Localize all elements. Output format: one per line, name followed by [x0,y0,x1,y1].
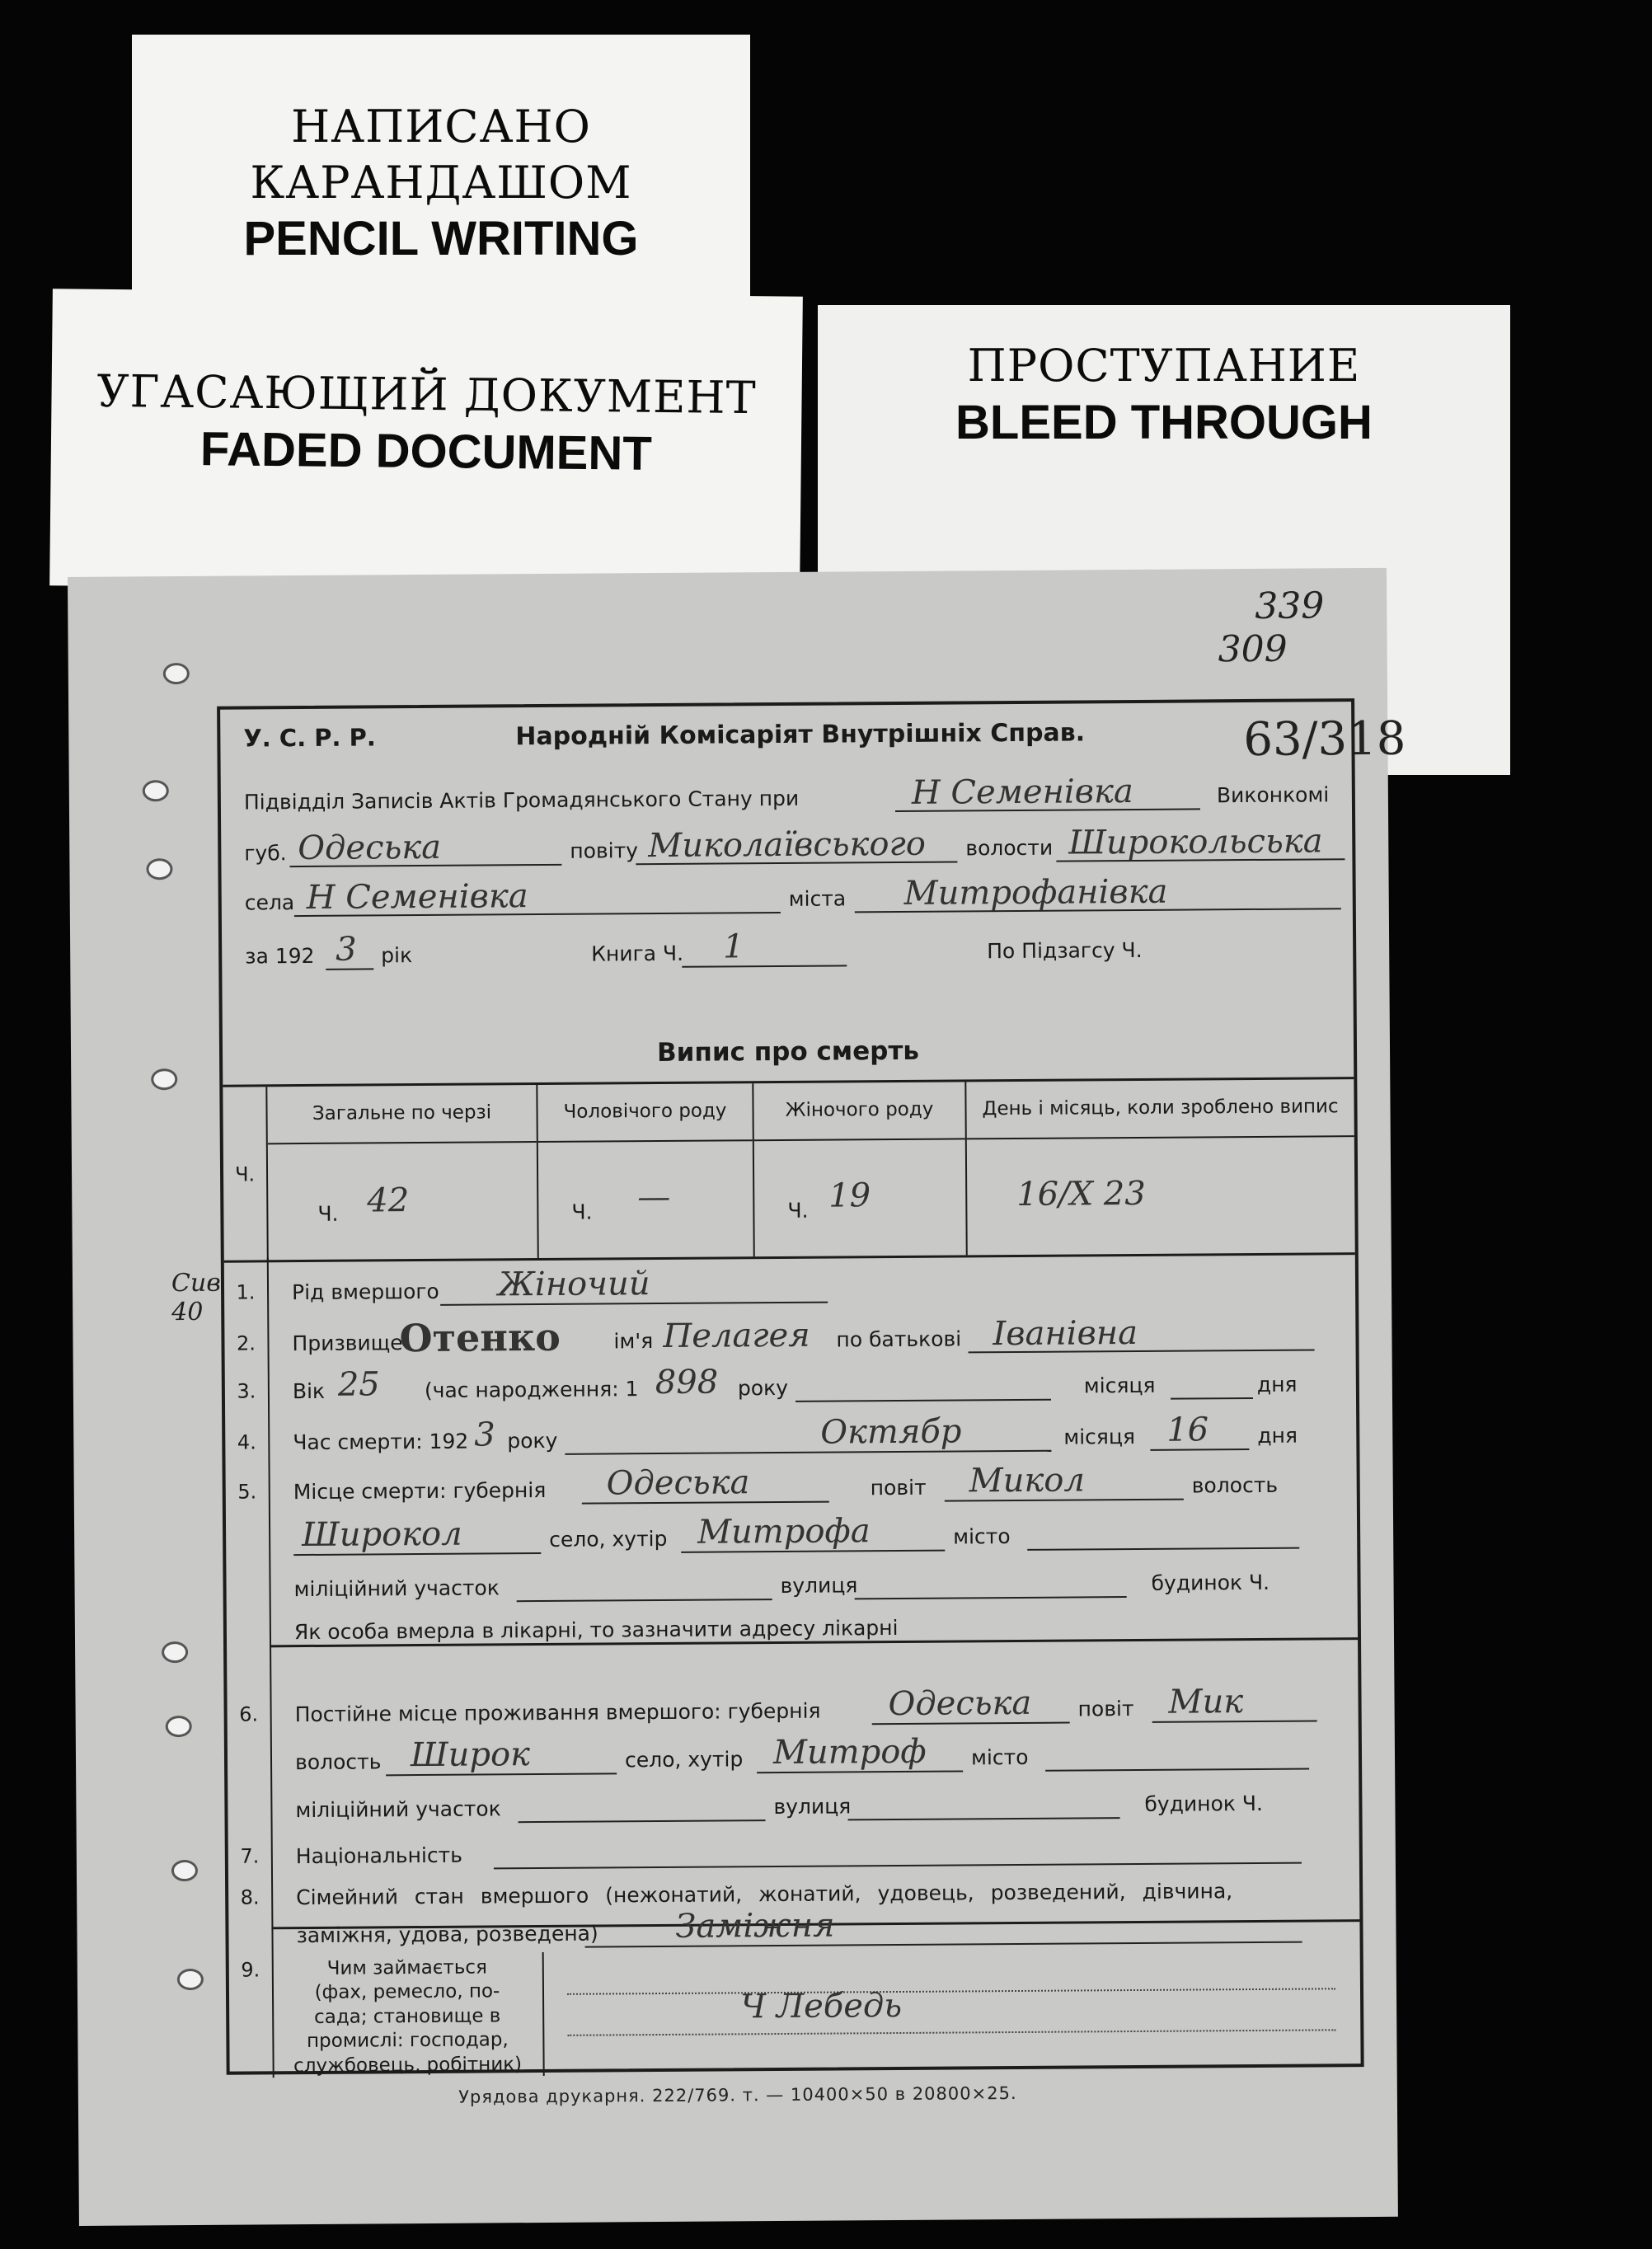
gub-label: губ. [244,841,287,866]
col-male: Чоловічого роду Ч. — [536,1083,753,1258]
handwritten-year: 3 [336,930,357,969]
handwritten-death-day: 16 [1166,1411,1209,1449]
card-text-en: BLEED THROUGH [955,395,1373,449]
card-text-ru: НАПИСАНО [291,101,591,153]
commissariat-label: Народній Комісаріят Внутрішніх Справ. [515,718,1086,752]
handwritten-name: Пелагея [663,1316,810,1355]
handwritten-gub: Одеська [298,828,442,868]
label-card-pencil-writing [132,35,750,331]
handwritten-birth-year: 898 [655,1363,719,1402]
handwritten-book: 1 [722,927,744,966]
form-title: Випис про смерть [656,1035,920,1068]
col-date: День і місяць, коли зроблено випис 16/X 23 [964,1079,1354,1255]
handwritten-female: 19 [828,1176,871,1215]
subdept-label: Підвідділ Записів Актів Громадянського Стану при [243,786,800,815]
punch-hole [164,1644,185,1660]
handwritten-death-month: Октябр [820,1412,962,1452]
selo-label: села [244,890,295,915]
card-text-en: PENCIL WRITING [243,212,639,265]
subsect-label: По Підзагсу Ч. [987,937,1143,964]
label-card-faded-document [49,289,803,594]
handwritten-male: — [637,1177,671,1217]
handwritten-signature: Ч Лебедь [739,1986,903,2026]
year-label: за 192 [245,943,315,969]
death-certificate-sheet [68,568,1406,2226]
margin-pencil-note: Сив 40 [171,1268,221,1327]
punch-hole [166,665,187,682]
handwritten-residence-povit: Мик [1168,1683,1244,1721]
handwritten-marital-status: Заміжня [675,1906,835,1946]
povit-label: повіту [570,838,639,863]
handwritten-volost: Широкольська [1068,822,1323,862]
handwritten-povit: Миколаївського [648,824,926,866]
record-details: 1. Рід вмершого Жіночий 2. Призвище Отенко ім'я Пелагея по батькові Іванівна 3. Вік 25 (час народження: 1 898 року місяця дня 4. Час смерти: 192 3 року Октябр місяця 16 дня 5. Місце смерти: губернія Одеська повіт Микол волость Широкол село, хутір Митрофа місто міліційний участок вулиця будинок Ч. Як особа вмерла в лікарні, то зазначити адресу лікарні 6. Постійне місце проживання вмершого: губернія Одеська повіт Мик волость Широк село, хутір Митроф місто міліційний участок вулиця будинок Ч. 7. Національність 8. Сімейний стан вмершого (нежонатий, жонатий, удовець, розведений, дівчина, заміжня, удова, розведена) Заміжня 9. Чим займається (фах, ремесло, по- сада; становище в промислі: господар, службовець, робітник) Ч Лебедь [224,1250,1361,2078]
handwritten-general: 42 [367,1181,410,1220]
card-text-ru: КАРАНДАШОМ [250,156,632,209]
pencil-number: 339 [1255,585,1325,627]
handwritten-death-gub: Одеська [606,1463,750,1503]
handwritten-residence-gub: Одеська [888,1683,1032,1724]
year-suffix: рік [381,943,413,968]
table-num-header: Ч. [234,1162,256,1186]
punch-hole [180,1971,201,1988]
punch-hole [153,1071,175,1087]
punch-hole [174,1862,195,1879]
handwritten-death-village: Митрофа [697,1512,871,1552]
form-frame [217,698,1364,2075]
state-label: У. С. Р. Р. [243,723,377,753]
mista-label: міста [788,886,847,911]
punch-hole [148,861,170,877]
handwritten-death-povit: Микол [969,1461,1085,1500]
handwritten-residence-village: Митроф [772,1732,927,1772]
handwritten-subdept: Н Семенівка [911,772,1133,812]
handwritten-mista: Митрофанівка [903,872,1168,913]
punch-hole [168,1718,190,1735]
printer-imprint: Урядова друкарня. 222/769. т. — 10400×50 в 20800×25. [458,2083,1017,2107]
occupation-label-box: Чим займається (фах, ремесло, по- сада; становище в промислі: господар, службовець, робітник) [272,1952,545,2078]
handwritten-date: 16/X 23 [1016,1174,1146,1214]
punch-hole [145,782,167,799]
record-number: 63/318 [1243,711,1406,768]
handwritten-patronymic: Іванівна [993,1313,1138,1354]
card-text-ru: ПРОСТУПАНИЕ [967,340,1361,392]
volost-label: волости [965,835,1054,861]
handwritten-age: 25 [337,1365,380,1404]
col-female: Жіночого роду Ч. 19 [752,1082,965,1256]
handwritten-sex: Жіночий [497,1265,650,1304]
col-general: Загальне по черзі Ч. 42 [265,1085,537,1260]
handwritten-death-year: 3 [474,1416,495,1454]
exec-label: Виконкомі [1216,782,1330,808]
card-text-en: FADED DOCUMENT [199,421,653,481]
book-label: Книга Ч. [591,941,684,966]
register-table [223,1077,1354,1263]
handwritten-surname: Отенко [399,1314,561,1361]
card-text-ru: УГАСАЮЩИЙ ДОКУМЕНТ [96,364,757,425]
handwritten-residence-volost: Широк [410,1735,531,1775]
handwritten-death-volost: Широкол [301,1514,462,1555]
handwritten-selo: Н Семенівка [306,877,528,917]
pencil-number: 309 [1218,627,1288,671]
